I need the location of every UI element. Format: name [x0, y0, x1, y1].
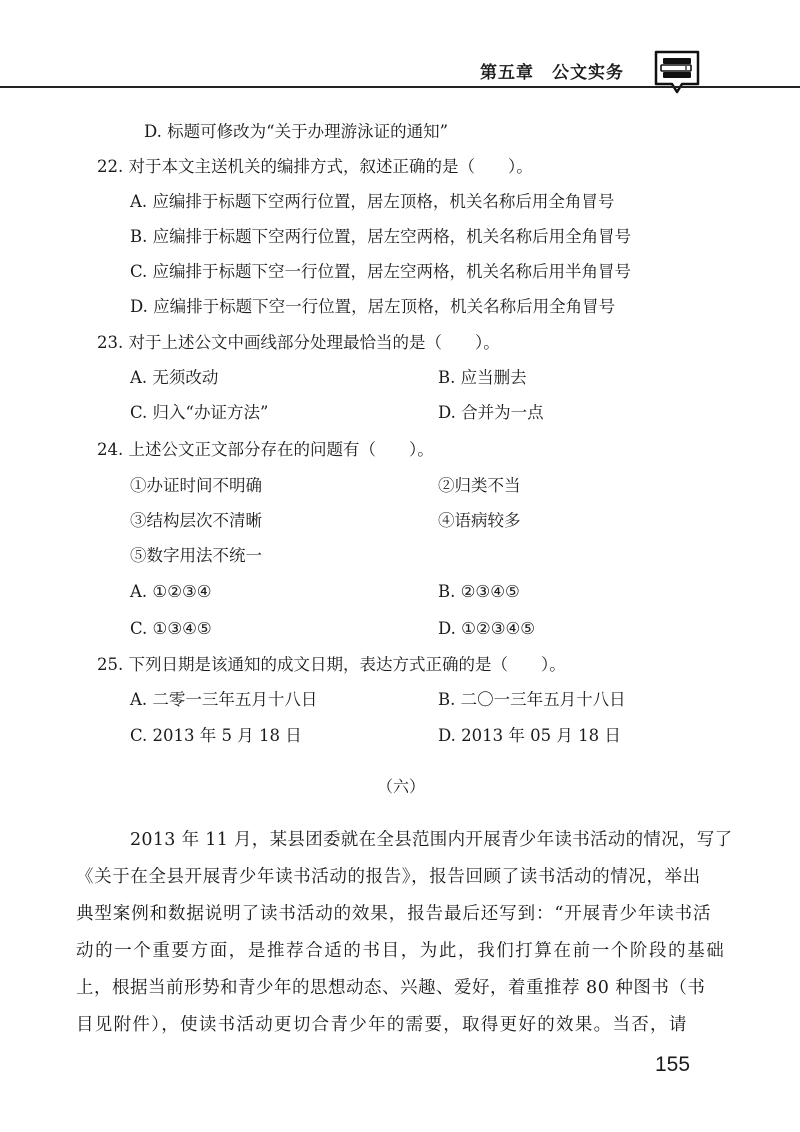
q23-stem: 23. 对于上述公文中画线部分处理最恰当的是（ ）。 — [97, 333, 500, 352]
q25-option-c: C. 2013 年 5 月 18 日 — [130, 726, 302, 745]
prev-option-d: D. 标题可修改为“关于办理游泳证的通知” — [144, 122, 449, 141]
q24-item-3: ③结构层次不清晰 — [130, 511, 262, 530]
q23-option-b: B. 应当删去 — [438, 368, 527, 387]
q23-option-c: C. 归入“办证方法” — [130, 403, 269, 422]
q25-option-a: A. 二零一三年五月十八日 — [130, 690, 318, 709]
q24-option-c: C. ①③④⑤ — [130, 619, 212, 638]
q24-item-5: ⑤数字用法不统一 — [130, 546, 262, 565]
q24-option-d: D. ①②③④⑤ — [438, 619, 536, 638]
paragraph-line: 动的一个重要方面，是推荐合适的书目，为此，我们打算在前一个阶段的基础 — [76, 941, 726, 961]
q22-stem: 22. 对于本文主送机关的编排方式，叙述正确的是（ ）。 — [97, 157, 533, 176]
q24-item-2: ②归类不当 — [438, 476, 521, 495]
q24-option-a: A. ①②③④ — [130, 582, 212, 601]
q24-stem: 24. 上述公文正文部分存在的问题有（ ）。 — [97, 440, 434, 459]
header-rule — [0, 86, 800, 88]
q22-option-c: C. 应编排于标题下空一行位置，居左空两格，机关名称后用半角冒号 — [130, 262, 632, 281]
section-heading: （六） — [377, 777, 426, 796]
chapter-label: 第五章 — [480, 63, 534, 83]
q25-option-d: D. 2013 年 05 月 18 日 — [438, 726, 621, 745]
q24-item-4: ④语病较多 — [438, 511, 521, 530]
q22-option-a: A. 应编排于标题下空两行位置，居左顶格，机关名称后用全角冒号 — [130, 192, 615, 211]
paragraph-line: 上，根据当前形势和青少年的思想动态、兴趣、爱好，着重推荐 80 种图书（书 — [76, 978, 706, 998]
books-icon — [652, 46, 702, 96]
q22-option-d: D. 应编排于标题下空一行位置，居左顶格，机关名称后用全角冒号 — [130, 297, 616, 316]
q22-option-b: B. 应编排于标题下空两行位置，居左空两格，机关名称后用全角冒号 — [130, 227, 632, 246]
q25-stem: 25. 下列日期是该通知的成文日期，表达方式正确的是（ ）。 — [97, 655, 566, 674]
q23-option-d: D. 合并为一点 — [438, 403, 544, 422]
q24-option-b: B. ②③④⑤ — [438, 582, 520, 601]
paragraph-line: 2013 年 11 月，某县团委就在全县范围内开展青少年读书活动的情况，写了 — [130, 830, 733, 850]
paragraph-line: 《关于在全县开展青少年读书活动的报告》，报告回顾了读书活动的情况，举出 — [76, 867, 701, 887]
paragraph-line: 典型案例和数据说明了读书活动的效果，报告最后还写到：“开展青少年读书活 — [76, 904, 712, 924]
chapter-header — [480, 58, 624, 83]
q24-item-1: ①办证时间不明确 — [130, 476, 262, 495]
chapter-title: 公文实务 — [552, 63, 624, 83]
paragraph-line: 目见附件），使读书活动更切合青少年的需要，取得更好的效果。当否，请 — [76, 1015, 688, 1035]
page-number: 155 — [655, 1053, 691, 1076]
q23-option-a: A. 无须改动 — [130, 368, 219, 387]
q25-option-b: B. 二〇一三年五月十八日 — [438, 690, 626, 709]
